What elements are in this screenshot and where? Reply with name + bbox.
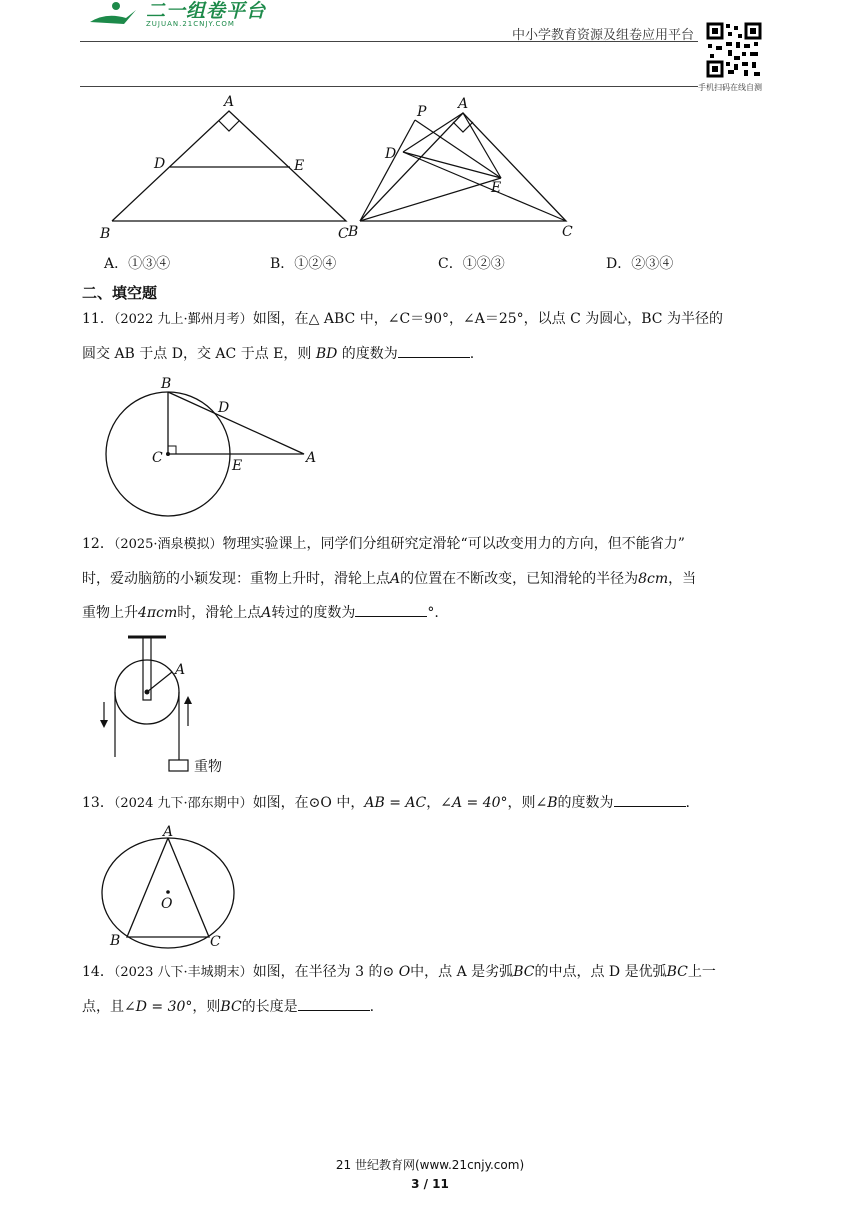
question-12	[82, 527, 782, 630]
q11-answer-blank[interactable]	[398, 343, 470, 358]
option-d	[606, 253, 673, 273]
fig1-label-A: A	[224, 94, 235, 110]
q11-figure	[100, 372, 325, 520]
q12-line3a: 重物上升	[82, 605, 138, 621]
q14-source: （2023 八下·丰城期末）	[113, 965, 253, 980]
q12-label-weight: 重物	[194, 759, 222, 775]
q12-point-a: A	[390, 571, 401, 587]
footer-site: 21 世纪教育网(www.21cnjy.com)	[335, 1158, 525, 1172]
q14-line2c: 的长度是	[241, 999, 298, 1015]
q12-point-a-2: A	[261, 605, 272, 621]
q13-end: .	[685, 795, 690, 811]
option-letter: A．	[104, 256, 129, 272]
q11-arc: BD	[315, 346, 338, 362]
section-title: 二、填空题	[82, 284, 158, 302]
q12-line2c: ，当	[668, 571, 697, 587]
q12-line3c: 转过的度数为	[271, 605, 356, 621]
qr-code-icon	[706, 22, 762, 78]
q12-line2b: 的位置在不断改变，已知滑轮的半径为	[400, 571, 639, 587]
fig2-label-B: B	[348, 224, 359, 240]
option-letter: C．	[438, 256, 463, 272]
platform-name: 中小学教育资源及组卷应用平台	[512, 28, 695, 43]
fig2-label-D: D	[385, 146, 397, 162]
q14-angle-d: ∠D = 30°	[124, 999, 193, 1015]
q14-line1c: 的中点，点 D 是优弧	[534, 964, 667, 980]
figure-triangle-right	[345, 90, 585, 244]
q14-line2b: ，则	[192, 999, 221, 1015]
logo-runner-icon	[86, 0, 140, 26]
header-rule-top	[80, 41, 698, 42]
q14-end: .	[369, 999, 375, 1015]
fig1-label-D: D	[154, 156, 166, 172]
q12-line3b: 时，滑轮上点	[177, 605, 262, 621]
option-value: ①②④	[294, 256, 337, 272]
q13-text-c: ，则	[507, 795, 536, 811]
q12-number: 12．	[82, 536, 114, 552]
question-13	[82, 786, 782, 821]
fig2-label-A: A	[458, 96, 469, 112]
q13-text-b: ，	[426, 795, 441, 811]
option-letter: B．	[270, 256, 295, 272]
option-value: ②③④	[631, 256, 674, 272]
q13-label-B: B	[110, 933, 121, 949]
page-number: 3 / 11	[411, 1177, 449, 1191]
q13-number: 13．	[82, 795, 114, 811]
logo-subtext: ZUJUAN.21CNJY.COM	[146, 20, 235, 28]
q12-end: °.	[427, 605, 439, 621]
q12-rise: 4πcm	[138, 605, 178, 621]
figure-triangle-left	[98, 90, 360, 244]
q11-end: .	[469, 346, 475, 362]
q12-answer-blank[interactable]	[355, 602, 427, 617]
q12-label-A: A	[175, 662, 186, 678]
q12-line1: 物理实验课上，同学们分组研究定滑轮“可以改变用力的方向，但不能省力”	[222, 536, 685, 552]
q13-arc-equation: AB = AC	[364, 795, 427, 811]
q11-line1: 如图，在△ ABC 中，∠C＝90°，∠A＝25°，以点 C 为圆心，BC 为半径的	[252, 311, 723, 327]
q14-line1d: 上一	[687, 964, 716, 980]
q11-line2b: 的度数为	[337, 346, 398, 362]
q13-label-A: A	[163, 824, 174, 840]
option-value: ①③④	[128, 256, 171, 272]
q11-label-D: D	[218, 400, 230, 416]
question-14	[82, 955, 782, 1024]
q14-number: 14．	[82, 964, 114, 980]
q11-label-C: C	[152, 450, 163, 466]
q14-circle-o: O	[398, 964, 411, 980]
q11-label-B: B	[161, 376, 172, 392]
q11-number: 11．	[82, 311, 114, 327]
q11-source: （2022 九上·鄞州月考）	[113, 312, 253, 327]
option-c	[438, 253, 505, 273]
fig1-label-C: C	[338, 226, 349, 242]
q12-radius: 8cm	[638, 571, 669, 587]
q14-line1b: 中，点 A 是劣弧	[410, 964, 514, 980]
q11-label-A: A	[306, 450, 317, 466]
q13-label-C: C	[210, 934, 221, 950]
fig2-label-E: E	[491, 180, 502, 196]
fig2-label-C: C	[562, 224, 573, 240]
q12-line2a: 时，爱动脑筋的小颖发现：重物上升时，滑轮上点	[82, 571, 390, 587]
option-a	[104, 253, 170, 273]
q13-answer-blank[interactable]	[614, 792, 686, 807]
q13-text-a: 如图，在⊙O 中，	[252, 795, 365, 811]
header	[0, 0, 860, 95]
q13-figure	[98, 822, 238, 952]
q12-source: （2025·酒泉模拟）	[113, 537, 223, 552]
q14-bc-1: BC	[513, 964, 535, 980]
logo-text: 二一组卷平台	[146, 0, 267, 22]
question-11	[82, 302, 782, 371]
q11-label-E: E	[232, 458, 243, 474]
q13-source: （2024 九下·邵东期中）	[113, 796, 253, 811]
q14-bc-3: BC	[220, 999, 242, 1015]
q14-answer-blank[interactable]	[298, 996, 370, 1011]
fig1-label-B: B	[100, 226, 111, 242]
header-rule-bottom	[80, 86, 698, 87]
option-letter: D．	[606, 256, 632, 272]
q13-angle-a: ∠A = 40°	[440, 795, 508, 811]
q11-line2a: 圆交 AB 于点 D，交 AC 于点 E，则	[82, 346, 316, 362]
q12-pulley-figure	[96, 632, 246, 777]
option-b	[270, 253, 336, 273]
q14-line2a: 点，且	[82, 999, 124, 1015]
q13-text-d: 的度数为	[557, 795, 614, 811]
q14-line1a: 如图，在半径为 3 的⊙	[252, 964, 399, 980]
fig2-label-P: P	[417, 104, 427, 120]
q13-label-O: O	[161, 896, 173, 912]
q14-bc-2: BC	[666, 964, 688, 980]
qr-caption: 手机扫码在线自测	[698, 83, 762, 92]
option-value: ①②③	[462, 256, 505, 272]
q13-angle-b: ∠B	[535, 795, 558, 811]
fig1-label-E: E	[294, 158, 305, 174]
